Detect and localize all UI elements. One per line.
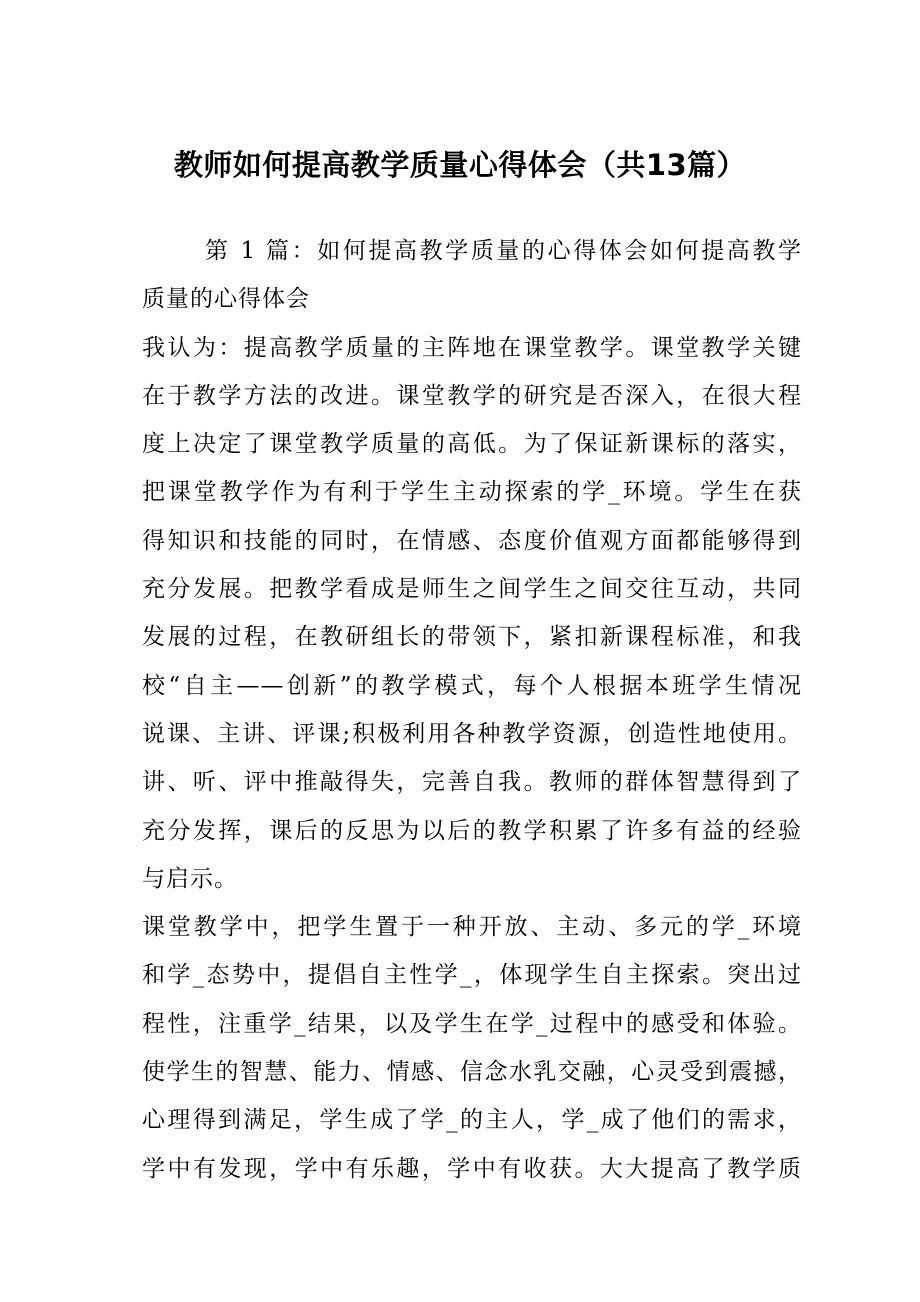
paragraph-line: 度上决定了课堂教学质量的高低。为了保证新课标的落实， [142, 431, 802, 458]
paragraph-line: 心理得到满足，学生成了学_的主人，学_成了他们的需求， [142, 1107, 802, 1134]
paragraph-line: 我认为：提高教学质量的主阵地在课堂教学。课堂教学关键 [142, 334, 802, 361]
paragraph-line: 发展的过程，在教研组长的带领下，紧扣新课程标准，和我 [142, 624, 802, 651]
paragraph-line: 把课堂教学作为有利于学生主动探索的学_环境。学生在获 [142, 479, 802, 506]
paragraph-line: 说课、主讲、评课;积极利用各种教学资源，创造性地使用。 [142, 720, 802, 747]
paragraph-line: 讲、听、评中推敲得失，完善自我。教师的群体智慧得到了 [142, 769, 802, 796]
document-title: 教师如何提高教学质量心得体会（共13篇） [173, 148, 747, 182]
paragraph-line: 和学_态势中，提倡自主性学_，体现学生自主探索。突出过 [142, 962, 802, 989]
paragraph-line: 程性，注重学_结果，以及学生在学_过程中的感受和体验。 [142, 1010, 802, 1037]
paragraph-line: 得知识和技能的同时，在情感、态度价值观方面都能够得到 [142, 527, 802, 554]
paragraph-line: 充分发挥，课后的反思为以后的教学积累了许多有益的经验 [142, 817, 802, 844]
paragraph-line: 课堂教学中，把学生置于一种开放、主动、多元的学_环境 [142, 914, 802, 941]
paragraph-line: 与启示。 [142, 865, 238, 892]
paragraph-line: 使学生的智慧、能力、情感、信念水乳交融，心灵受到震撼， [142, 1059, 802, 1086]
paragraph-line: 在于教学方法的改进。课堂教学的研究是否深入，在很大程 [142, 382, 802, 409]
document-body [142, 227, 802, 1193]
paragraph-line: 第 1 篇：如何提高教学质量的心得体会如何提高教学 [205, 238, 802, 264]
paragraph-line: 质量的心得体会 [142, 286, 310, 313]
paragraph-line: 学中有发现，学中有乐趣，学中有收获。大大提高了教学质 [142, 1155, 802, 1182]
paragraph-line: 校“自主——创新”的教学模式，每个人根据本班学生情况 [142, 672, 802, 699]
paragraph-line: 充分发展。把教学看成是师生之间学生之间交往互动，共同 [142, 576, 802, 603]
